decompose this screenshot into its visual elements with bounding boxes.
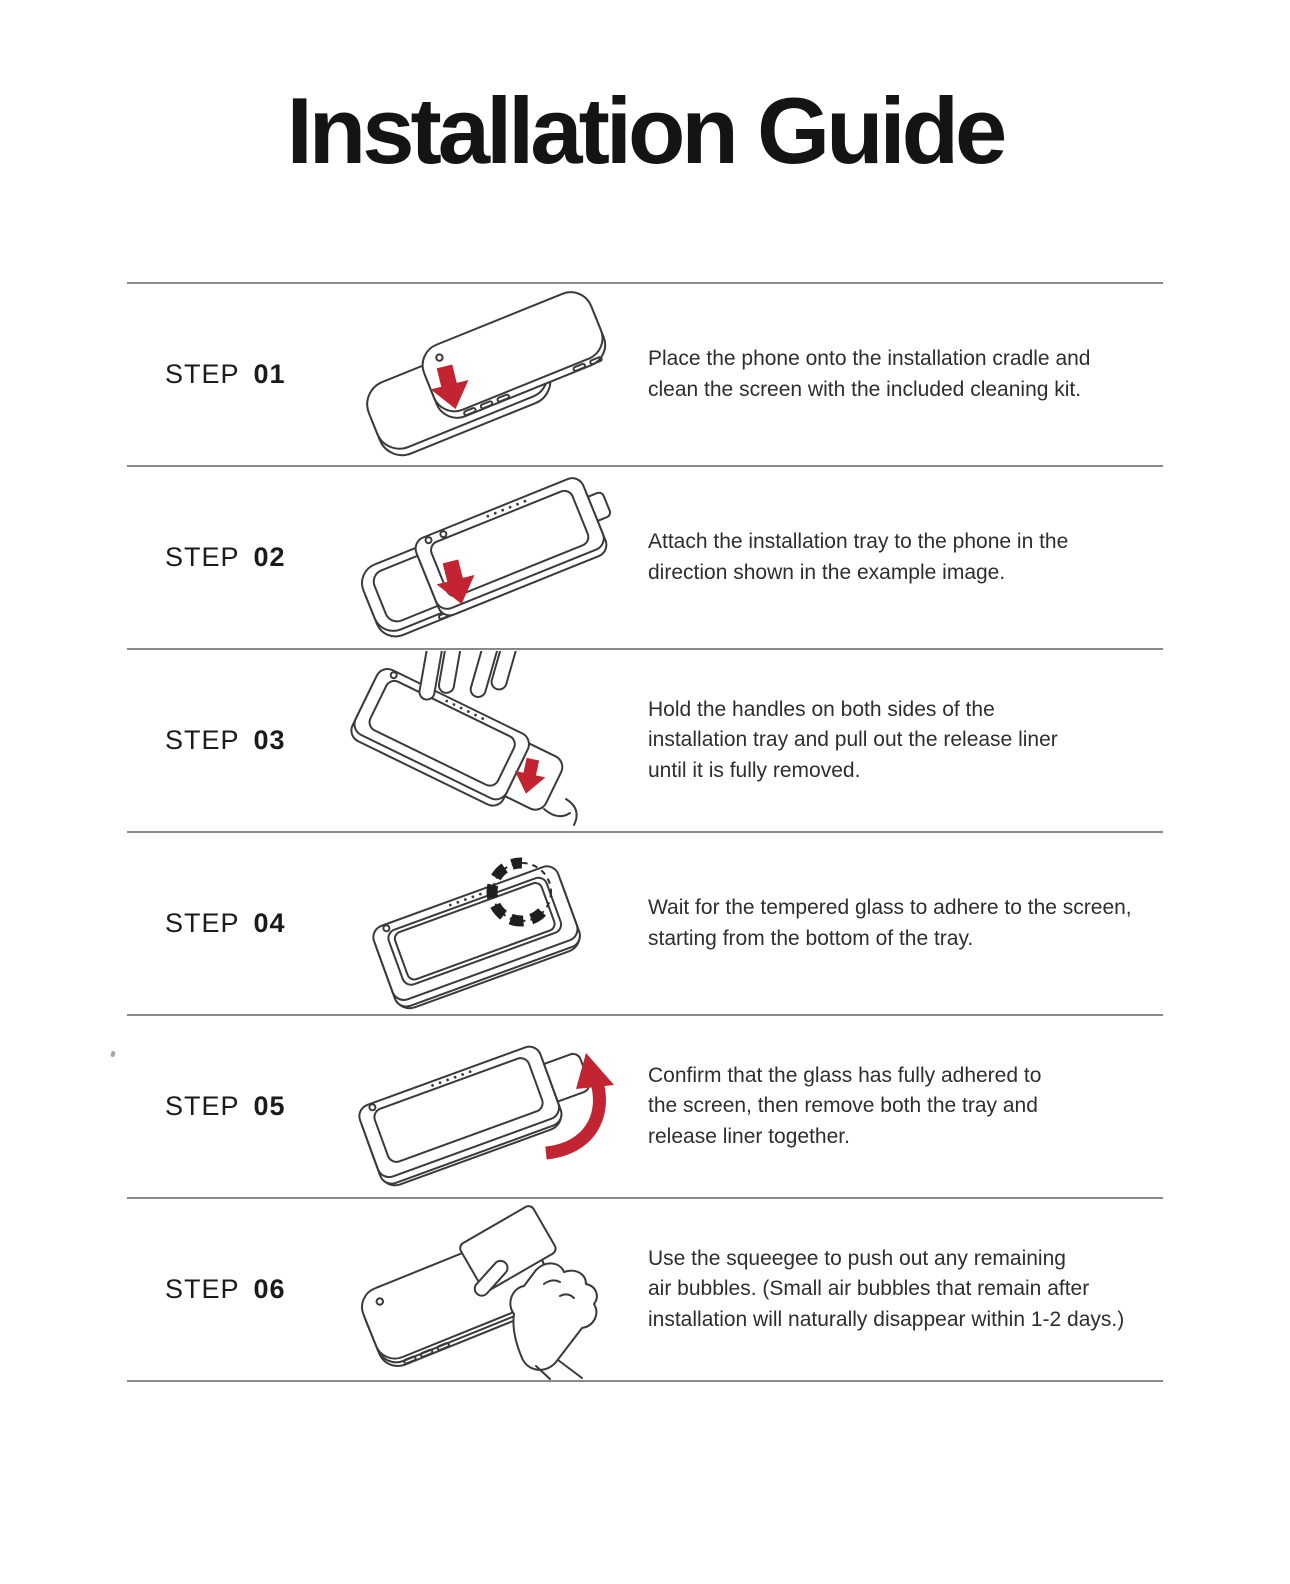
illustration-pull-out-release-liner [330,651,630,831]
illustration-remove-tray [330,1017,630,1197]
step-number: 05 [253,1091,286,1121]
step-number: 01 [253,359,286,389]
step-description: Attach the installation tray to the phone in the direction shown in the example image. [648,530,1069,584]
step-word: STEP [165,1274,240,1304]
step-illustration [315,651,645,831]
step-description: Place the phone onto the installation cradle and clean the screen with the included cleaning kit. [648,347,1091,401]
step-illustration [315,1017,645,1197]
illustration-place-phone-onto-cradle [330,285,630,465]
step-description: Wait for the tempered glass to adhere to the screen, starting from the bottom of the tray. [648,896,1132,950]
steps-list [127,282,1163,1382]
step-illustration [315,834,645,1014]
step-description: Confirm that the glass has fully adhered to the screen, then remove both the tray and release liner together. [648,1063,1042,1148]
step-word: STEP [165,359,240,389]
installation-tray-outline [412,468,624,618]
step-label [127,542,315,573]
step-number: 03 [253,725,286,755]
step-illustration [315,1200,645,1380]
step-row-06 [127,1197,1163,1380]
step-row-04 [127,831,1163,1014]
step-row-01 [127,282,1163,465]
step-row-05 [127,1014,1163,1197]
illustration-squeegee-bubbles [330,1200,630,1380]
step-word: STEP [165,1091,240,1121]
step-label [127,1274,315,1305]
illustration-glass-adhering [330,834,630,1014]
step-word: STEP [165,725,240,755]
page-title: Installation Guide [286,78,1004,183]
step-row-03 [127,648,1163,831]
step-number: 04 [253,908,286,938]
tray-on-phone-outline [370,862,584,1012]
step-description: Hold the handles on both sides of the installation tray and pull out the release liner until it is fully removed. [648,697,1058,782]
step-label [127,725,315,756]
step-word: STEP [165,908,240,938]
hand-right-icon [469,651,519,704]
tray-on-phone-outline [356,1031,600,1190]
step-description: Use the squeegee to push out any remaining air bubbles. (Small air bubbles that remain after installation will naturally disappear within 1-2 days.) [648,1246,1125,1331]
step-illustration [315,285,645,465]
step-illustration [315,468,645,648]
step-label [127,359,315,390]
step-label [127,908,315,939]
step-word: STEP [165,542,240,572]
pinching-fingers-icon [544,799,577,825]
step-number: 02 [253,542,286,572]
speck-artifact [110,1051,115,1058]
step-number: 06 [253,1274,286,1304]
step-row-02 [127,465,1163,648]
step-label [127,1091,315,1122]
illustration-attach-tray-to-phone [330,468,630,648]
